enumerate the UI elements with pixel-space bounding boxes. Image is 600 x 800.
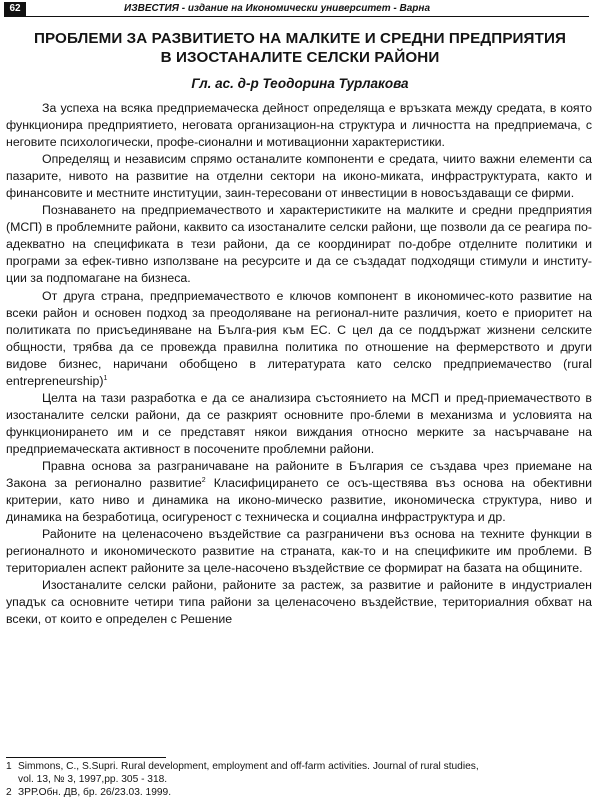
footnote-number: 2 — [6, 787, 12, 798]
title-line: ПРОБЛЕМИ ЗА РАЗВИТИЕТО НА МАЛКИТЕ И СРЕДНИ ПРЕДПРИЯТИЯ — [34, 30, 566, 47]
author-line: Гл. ас. д-р Теодорина Турлакова — [191, 76, 409, 91]
article-title — [10, 29, 590, 67]
footnote-number: 1 — [6, 761, 12, 772]
title-line: В ИЗОСТАНАЛИТЕ СЕЛСКИ РАЙОНИ — [160, 49, 440, 66]
paragraph — [6, 458, 592, 526]
paragraph: Определящ и независим спрямо останалите компоненти е средата, чиито важни елементи са пазарите, нивото на развитие на отделни сектори на иконо-миката, инфраструктурата, както и финансовите и местните институции, заин-тересовани от инвестиции в новосъздаващи се фирми. — [6, 152, 592, 201]
page-number: 62 — [4, 2, 26, 16]
footnote — [6, 760, 592, 773]
running-header — [4, 2, 589, 17]
footnote-mark: 2 — [201, 476, 206, 484]
paragraph: Районите на целенасочено въздействие са разграничени въз основа на техните функции в регионалното и икономическото развитие на страната, как-то и на спецификите им проблеми. В териториален аспект районите за целе-насочено въздействие се формират на базата на общините. — [6, 527, 592, 576]
paragraph-text: Правна основа за разграничаване на районите в България се създава чрез приемане на Закона за регионално развитие — [6, 458, 592, 491]
paragraph: За успеха на всяка предприемаческа дейност определяща е връзката между средата, в която функционира предприятието, неговата организацион-на структура и личността на предприемача, с неговите психологически, профе-сионални и мотивационни характеристики. — [6, 101, 592, 150]
paragraph: Познаването на предприемачеството и характеристиките на малките и средни предприятия (МСП) в проблемните райони, каквито са изостаналите селски райони, ще позволи да се реагира по-адекватно на спецификата в тези райони, да се координират по-добре отделните политики и програми за ефек-тивно използване на ресурсите и да се създадат подходящи стимули и институ-ции за подпомагане на бизнеса. — [6, 203, 592, 286]
footnote-text: vol. 13, № 3, 1997,pp. 305 - 318. — [18, 774, 168, 785]
footnotes — [6, 760, 592, 799]
footnote — [6, 786, 592, 799]
footnote-text: ЗРР.Обн. ДВ, бр. 26/23.03. 1999. — [18, 787, 172, 798]
footnote-divider — [6, 757, 166, 758]
paragraph: Целта на тази разработка е да се анализира състоянието на МСП и пред-приемачеството в изостаналите селски райони, да се разкрият основните про-блеми в механизма и условията на функционирането им и се представят някои виждания относно мерките за насърчаване на предприемаческата активност в посочените проблемни райони. — [6, 390, 592, 456]
journal-header: ИЗВЕСТИЯ - издание на Икономически университет - Варна — [124, 3, 431, 14]
paragraph-text: От друга страна, предприемачеството е ключов компонент в икономичес-кото развитие на всеки район и основен подход за преодоляване на регионал-ните различия, което е приоритет на политиката по присъединяване на Бълга-рия към ЕС. С цел да се поддържат жизнени селските общности, трябва да се провежда правилна политика по отношение на фермерството и други видове бизнес, наричани обобщено в литературата като селско предприемачество (rural entrepreneurship) — [6, 288, 592, 388]
paragraph — [6, 288, 592, 390]
paragraph-text: Класифицирането се осъ-ществява въз основа на обективни критерии, като ниво и динамика на иконо-мическо развитие, икономическа структура, ниво и динамика на безработица, осигуреност с техническа и социална инфраструктура и др. — [6, 476, 592, 525]
article-body — [6, 100, 592, 628]
footnote-text: Simmons, C., S.Supri. Rural development, employment and off-farm activities. Journal of rural studies, — [18, 761, 479, 772]
paragraph: Изостаналите селски райони, районите за растеж, за развитие и районите в индустриален упадък са основните четири типа райони за целенасочено въздействие, териториалния обхват на всеки, от които е определен с Решение — [6, 578, 592, 627]
footnote-mark: 1 — [103, 374, 108, 382]
